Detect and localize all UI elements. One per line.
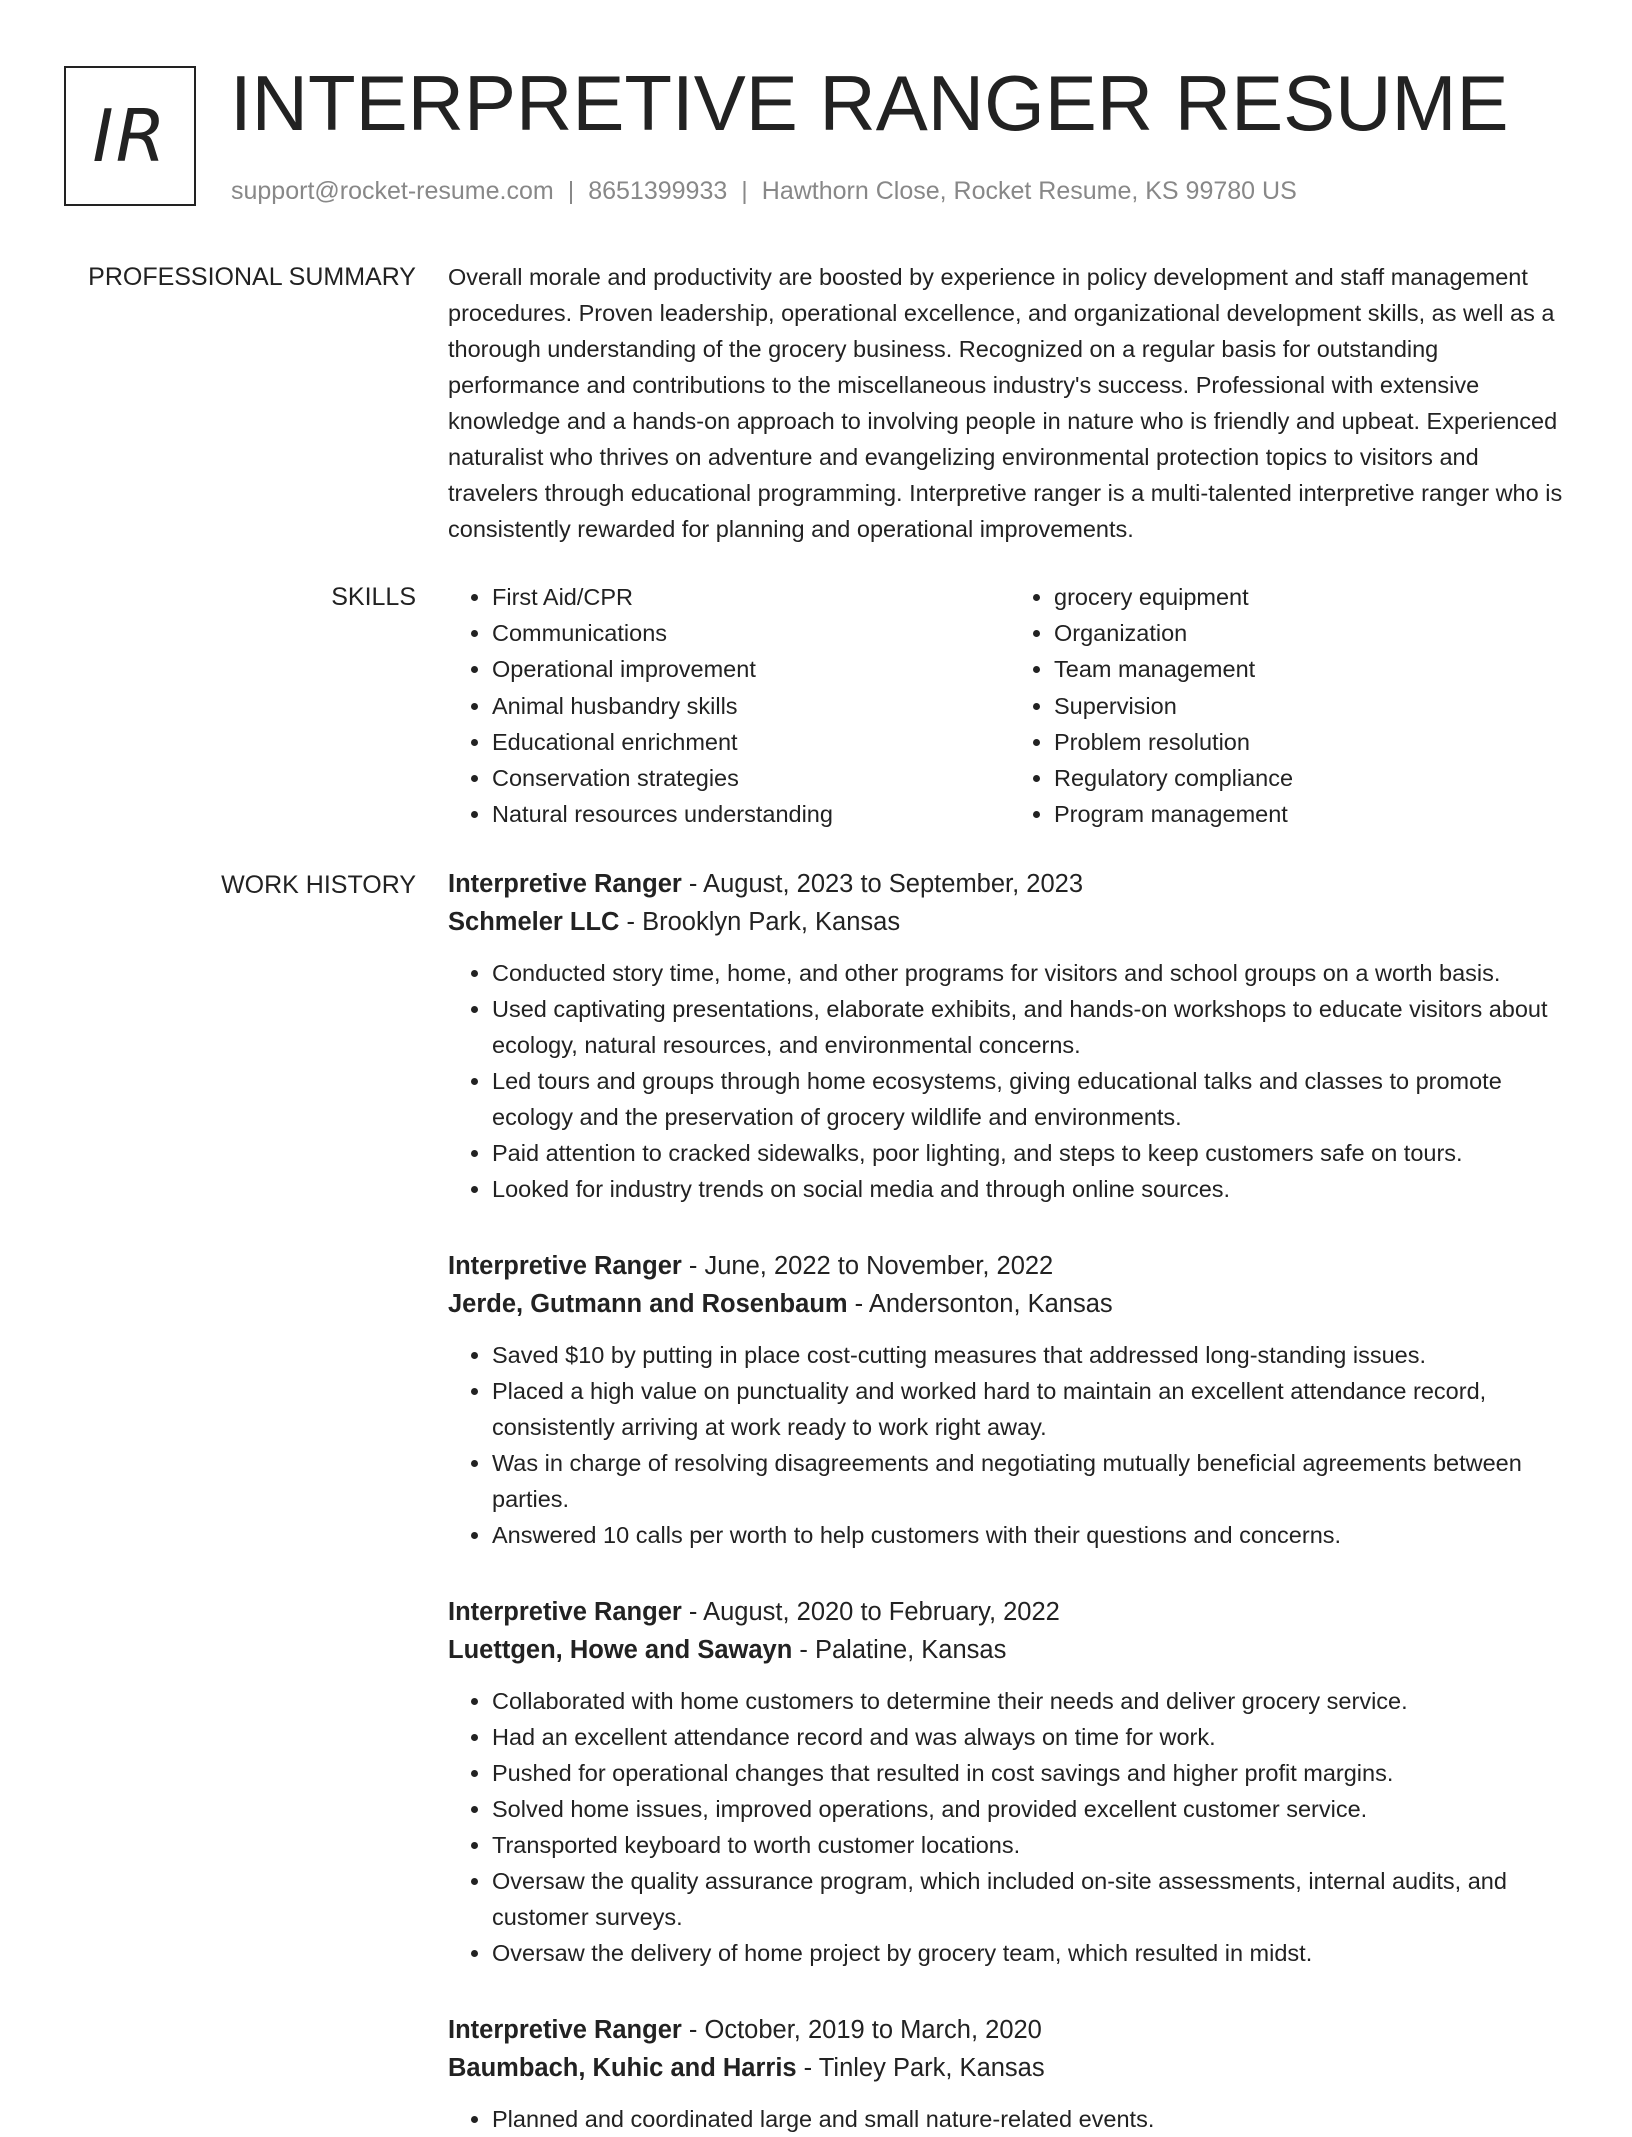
job-bullet: • Transported keyboard to worth customer locations. [492, 1827, 1572, 1863]
job-location: - Tinley Park, Kansas [796, 2054, 1045, 2082]
job-title: Interpretive Ranger [448, 2016, 682, 2044]
job-company-line [448, 1285, 1572, 1323]
job-company-line [448, 903, 1572, 941]
work-history-section [448, 865, 1572, 2137]
skill-item: • Operational improvement [492, 651, 1010, 687]
job-bullet: • Conducted story time, home, and other programs for visitors and school groups on a worth basis. [492, 955, 1572, 991]
job-title-line [448, 2011, 1572, 2049]
skill-item: • Animal husbandry skills [492, 688, 1010, 724]
skill-item: • Problem resolution [1054, 724, 1572, 760]
job-bullet: • Saved $10 by putting in place cost-cutting measures that addressed long-standing issues. [492, 1337, 1572, 1373]
job-bullet: • Used captivating presentations, elaborate exhibits, and hands-on workshops to educate visitors about ecology, natural resources, and environmental concerns. [492, 991, 1572, 1063]
job-title-line [448, 865, 1572, 903]
job-bullet: • Solved home issues, improved operations, and provided excellent customer service. [492, 1791, 1572, 1827]
skill-item: • Conservation strategies [492, 760, 1010, 796]
job-bullets [448, 2101, 1572, 2137]
job-entry [448, 1247, 1572, 1553]
job-bullet: • Led tours and groups through home ecosystems, giving educational talks and classes to promote ecology and the preservation of grocery wildlife and environments. [492, 1063, 1572, 1135]
job-bullet: • Answered 10 calls per worth to help customers with their questions and concerns. [492, 1517, 1572, 1553]
job-dates: - August, 2020 to February, 2022 [681, 1598, 1060, 1626]
section-label-skills: SKILLS [331, 583, 416, 611]
resume-title: INTERPRETIVE RANGER RESUME [230, 59, 1509, 147]
job-entry [448, 2011, 1572, 2137]
job-bullet: • Placed a high value on punctuality and worked hard to maintain an excellent attendance record, consistently arriving at work ready to work right away. [492, 1373, 1572, 1445]
skills-columns [448, 579, 1572, 832]
contact-email[interactable]: support@rocket-resume.com [231, 177, 554, 205]
job-dates: - June, 2022 to November, 2022 [681, 1252, 1054, 1280]
job-title: Interpretive Ranger [448, 870, 682, 898]
job-company: Luettgen, Howe and Sawayn [448, 1636, 793, 1664]
section-label-work: WORK HISTORY [221, 871, 416, 899]
job-company-line [448, 1631, 1572, 1669]
skills-list-left [448, 579, 1010, 832]
job-bullets [448, 955, 1572, 1207]
job-bullet: • Oversaw the delivery of home project by grocery team, which resulted in midst. [492, 1935, 1572, 1971]
job-title: Interpretive Ranger [448, 1598, 682, 1626]
summary-section [448, 259, 1572, 547]
contact-line [231, 176, 1297, 206]
job-company: Jerde, Gutmann and Rosenbaum [448, 1290, 848, 1318]
skill-item: • First Aid/CPR [492, 579, 1010, 615]
job-bullets [448, 1337, 1572, 1553]
job-company: Baumbach, Kuhic and Harris [448, 2054, 797, 2082]
job-bullet: • Planned and coordinated large and small nature-related events. [492, 2101, 1572, 2137]
monogram-box [64, 66, 196, 206]
skill-item: • Educational enrichment [492, 724, 1010, 760]
skill-item: • Natural resources understanding [492, 796, 1010, 832]
job-location: - Palatine, Kansas [792, 1636, 1007, 1664]
job-entry [448, 865, 1572, 1207]
job-company-line [448, 2049, 1572, 2087]
job-company: Schmeler LLC [448, 908, 620, 936]
contact-separator: | [741, 177, 748, 205]
job-bullet: • Collaborated with home customers to determine their needs and deliver grocery service. [492, 1683, 1572, 1719]
section-label-summary: PROFESSIONAL SUMMARY [88, 263, 416, 291]
job-bullet: • Was in charge of resolving disagreements and negotiating mutually beneficial agreements between parties. [492, 1445, 1572, 1517]
skills-list-right [1010, 579, 1572, 832]
contact-separator: | [567, 177, 575, 205]
job-entry [448, 1593, 1572, 1971]
skill-item: • Program management [1054, 796, 1572, 832]
job-bullets [448, 1683, 1572, 1971]
job-title-line [448, 1593, 1572, 1631]
job-bullet: • Oversaw the quality assurance program, which included on-site assessments, internal audits, and customer surveys. [492, 1863, 1572, 1935]
job-location: - Brooklyn Park, Kansas [619, 908, 901, 936]
job-dates: - October, 2019 to March, 2020 [681, 2016, 1042, 2044]
skills-section [448, 579, 1572, 832]
job-title-line [448, 1247, 1572, 1285]
monogram-initials: IR [92, 94, 168, 178]
skill-item: • Communications [492, 615, 1010, 651]
job-bullet: • Had an excellent attendance record and was always on time for work. [492, 1719, 1572, 1755]
job-bullet: • Paid attention to cracked sidewalks, poor lighting, and steps to keep customers safe on tours. [492, 1135, 1572, 1171]
job-bullet: • Looked for industry trends on social media and through online sources. [492, 1171, 1572, 1207]
job-title: Interpretive Ranger [448, 1252, 682, 1280]
job-location: - Andersonton, Kansas [847, 1290, 1113, 1318]
job-bullet: • Pushed for operational changes that resulted in cost savings and higher profit margins. [492, 1755, 1572, 1791]
skill-item: • Supervision [1054, 688, 1572, 724]
job-dates: - August, 2023 to September, 2023 [681, 870, 1084, 898]
skill-item: • Team management [1054, 651, 1572, 687]
contact-phone[interactable]: 8651399933 [588, 177, 728, 205]
skill-item: • Regulatory compliance [1054, 760, 1572, 796]
skill-item: • grocery equipment [1054, 579, 1572, 615]
skill-item: • Organization [1054, 615, 1572, 651]
contact-address: Hawthorn Close, Rocket Resume, KS 99780 US [761, 177, 1297, 205]
summary-text: Overall morale and productivity are boosted by experience in policy development and staff management procedures. Proven leadership, operational excellence, and organizational development skills, as well as a thorough understanding of the grocery business. Recognized on a regular basis for outstanding performance and contributions to the miscellaneous industry's success. Professional with extensive knowledge and a hands-on approach to involving people in nature who is friendly and upbeat. Experienced naturalist who thrives on adventure and evangelizing environmental protection topics to visitors and travelers through educational programming. Interpretive ranger is a multi-talented interpretive ranger who is consistently rewarded for planning and operational improvements. [448, 264, 1563, 542]
